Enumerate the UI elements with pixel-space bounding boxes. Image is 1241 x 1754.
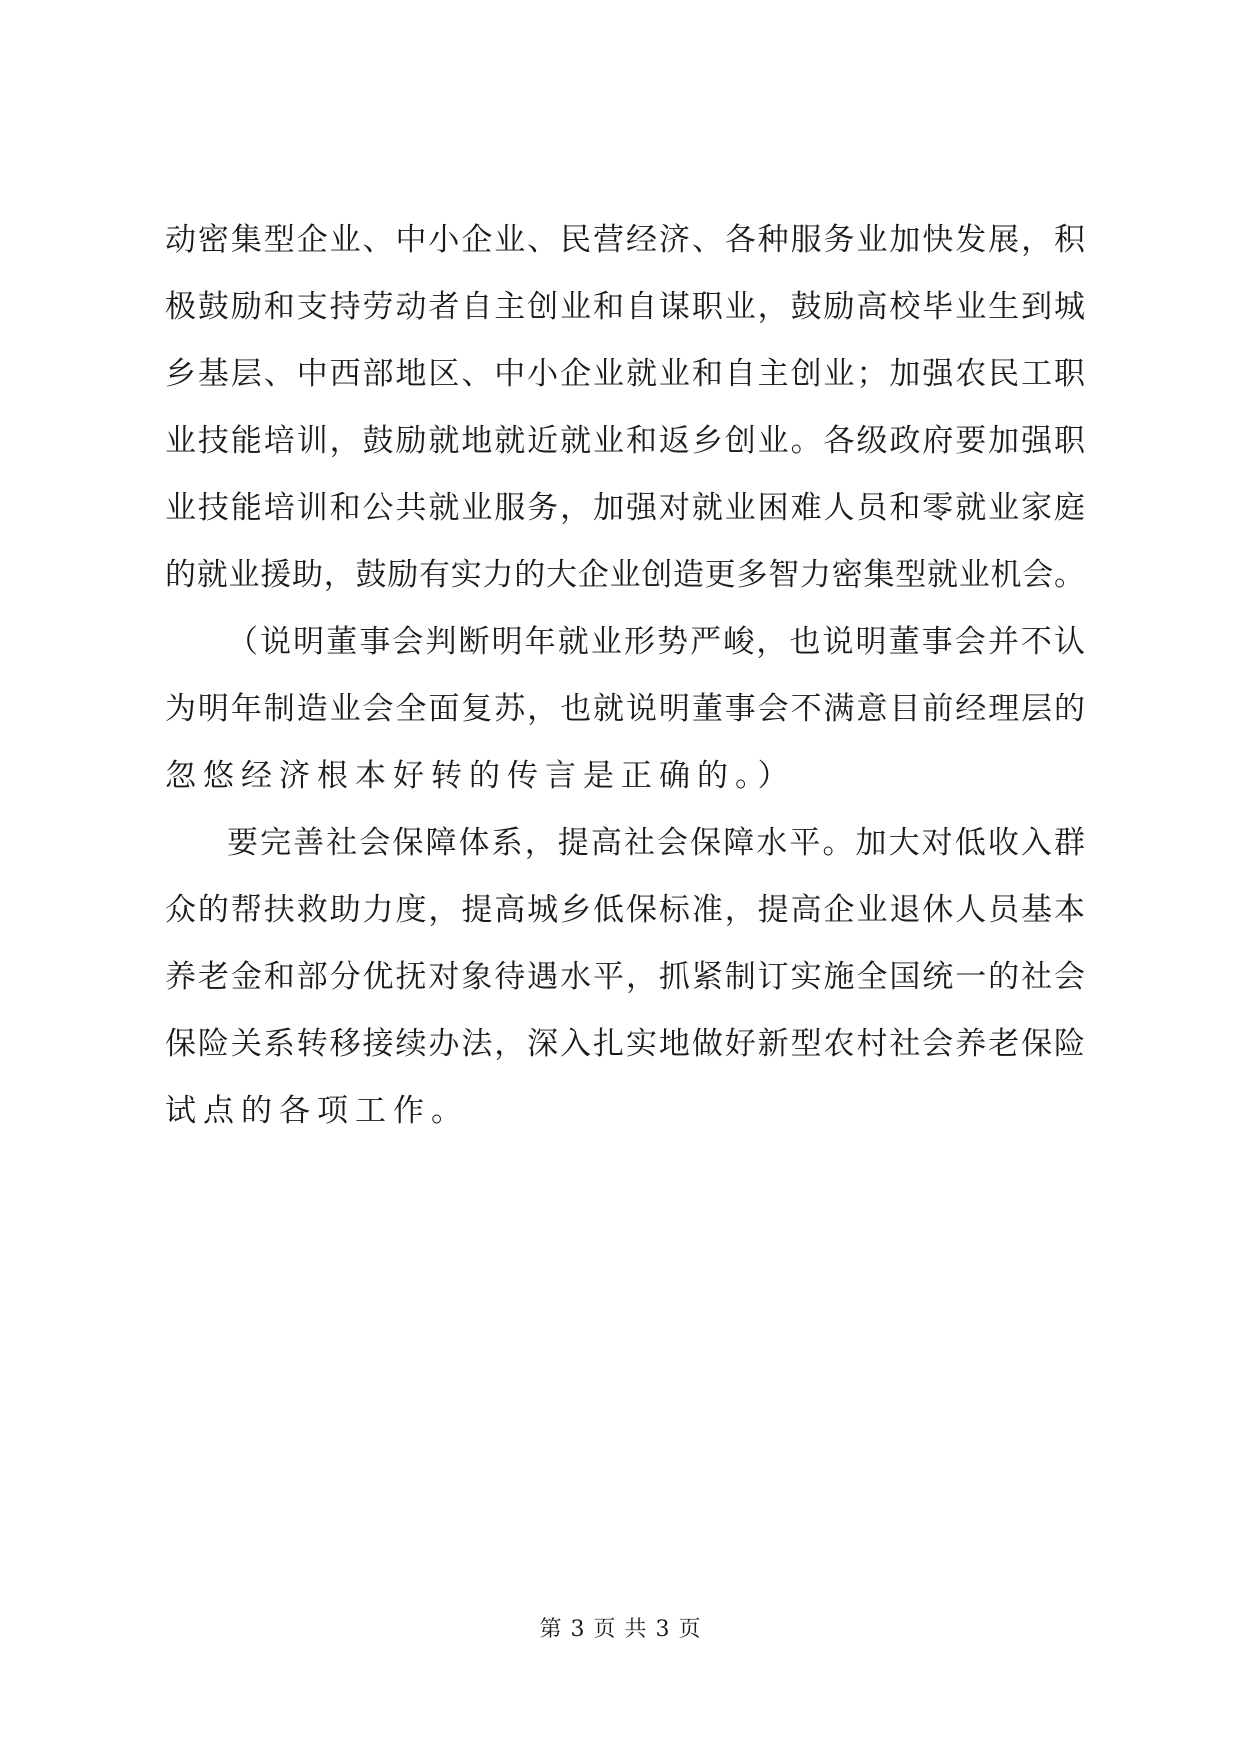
paragraph-line: 忽悠经济根本好转的传言是正确的。） [165, 758, 796, 794]
paragraph-line: 动密集型企业、中小企业、民营经济、各种服务业加快发展，积 [165, 222, 1085, 258]
paragraph-line: 保险关系转移接续办法，深入扎实地做好新型农村社会养老保险 [165, 1026, 1085, 1062]
paragraph-employment [165, 222, 1085, 593]
paragraph-line: 养老金和部分优抚对象待遇水平，抓紧制订实施全国统一的社会 [165, 959, 1085, 995]
paragraph-line: 业技能培训和公共就业服务，加强对就业困难人员和零就业家庭 [165, 490, 1085, 526]
paragraph-line: 极鼓励和支持劳动者自主创业和自谋职业，鼓励高校毕业生到城 [165, 289, 1085, 325]
paragraph-line: 业技能培训，鼓励就地就近就业和返乡创业。各级政府要加强职 [165, 423, 1085, 459]
paragraph-line: （说明董事会判断明年就业形势严峻，也说明董事会并不认 [227, 624, 1085, 660]
paragraph-line: 试点的各项工作。 [165, 1093, 469, 1129]
paragraph-social-security [165, 825, 1085, 1129]
paragraph-line: 要完善社会保障体系，提高社会保障水平。加大对低收入群 [227, 825, 1085, 861]
document-body [165, 222, 1085, 1163]
paragraph-line: 为明年制造业会全面复苏，也就说明董事会不满意目前经理层的 [165, 691, 1085, 727]
paragraph-line: 乡基层、中西部地区、中小企业就业和自主创业；加强农民工职 [165, 356, 1085, 392]
paragraph-line: 众的帮扶救助力度，提高城乡低保标准，提高企业退休人员基本 [165, 892, 1085, 928]
paragraph-line: 的就业援助，鼓励有实力的大企业创造更多智力密集型就业机会。 [165, 557, 1085, 593]
paragraph-board-note [165, 624, 1085, 794]
page-number-footer: 第 3 页 共 3 页 [539, 1617, 702, 1642]
